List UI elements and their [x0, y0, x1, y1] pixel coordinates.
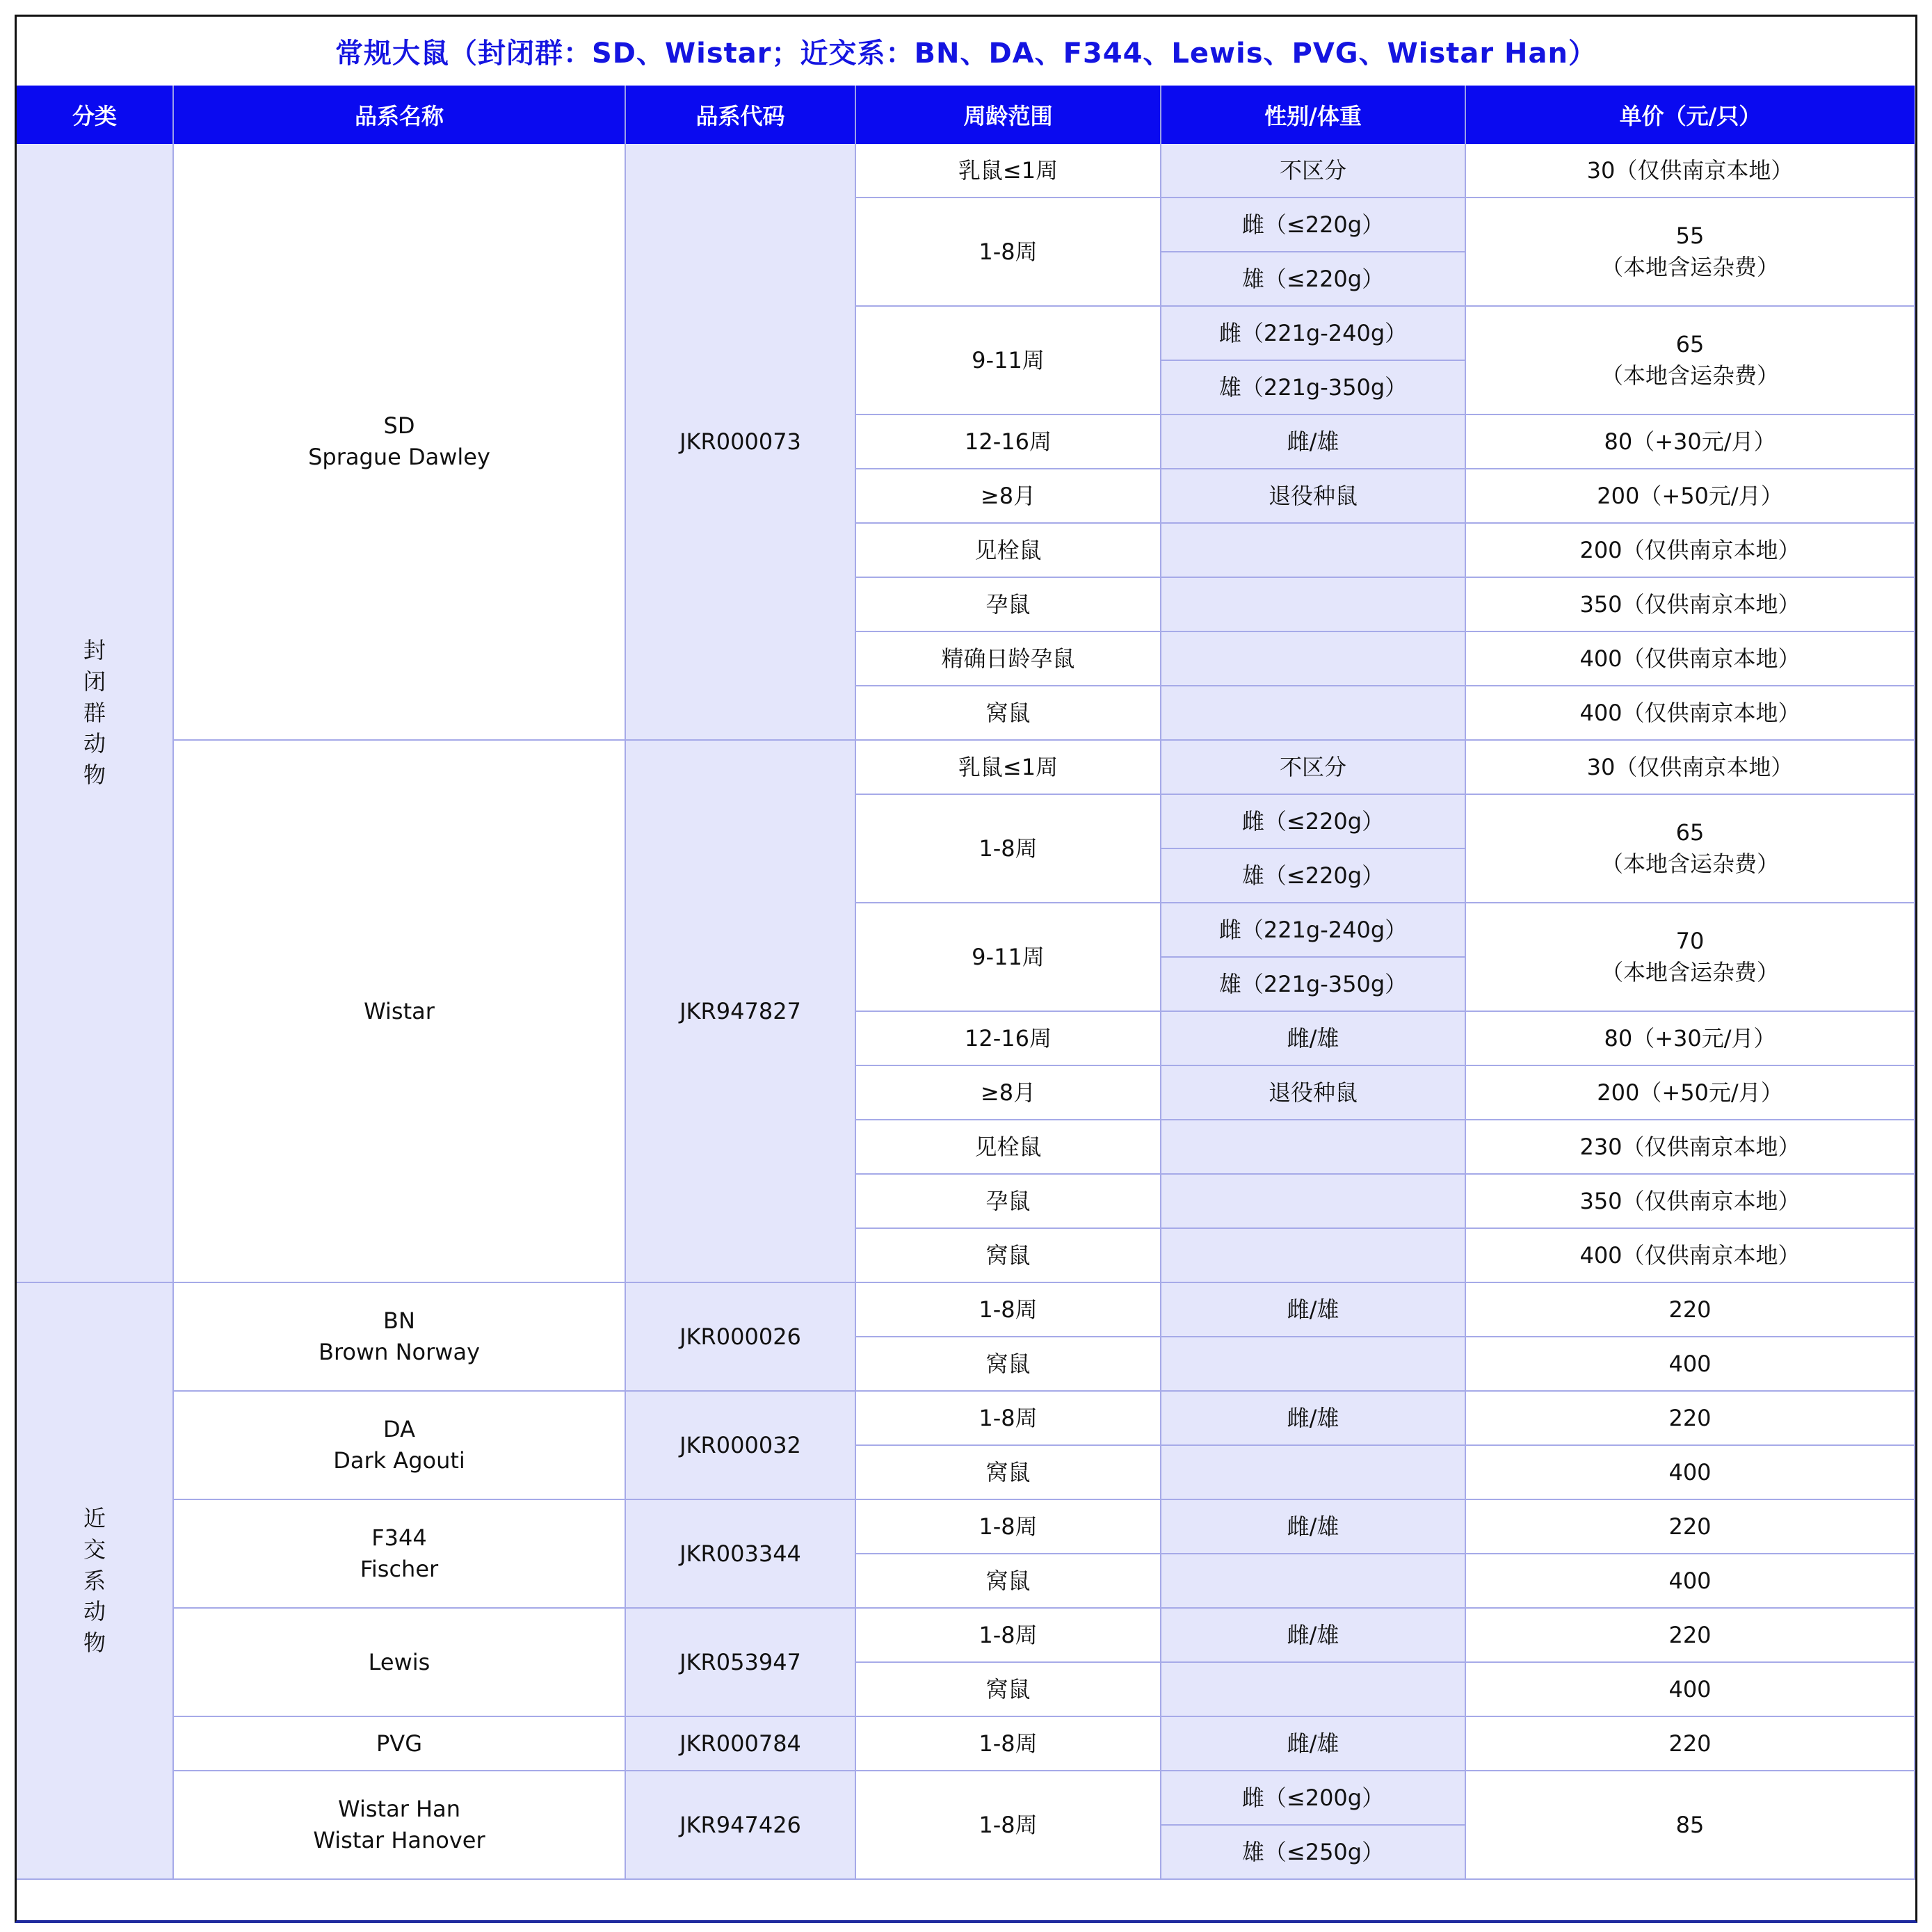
- age-range: 1-8周: [855, 1716, 1161, 1771]
- unit-price: 30（仅供南京本地）: [1465, 740, 1915, 794]
- sex-weight: 雌（≤200g）: [1161, 1771, 1465, 1825]
- sex-weight: [1161, 1174, 1465, 1228]
- sex-weight: 退役种鼠: [1161, 1065, 1465, 1120]
- age-range: 9-11周: [855, 903, 1161, 1011]
- table-row: [17, 1608, 1915, 1662]
- strain-code: JKR003344: [625, 1499, 855, 1608]
- sex-weight: [1161, 631, 1465, 686]
- strain-code: JKR000073: [625, 144, 855, 740]
- strain-code: JKR947827: [625, 740, 855, 1282]
- cell-text: DA: [383, 1416, 415, 1443]
- age-range: 1-8周: [855, 1391, 1161, 1445]
- unit-price: 230（仅供南京本地）: [1465, 1120, 1915, 1174]
- table-row: [17, 1391, 1915, 1445]
- age-range: ≥8月: [855, 469, 1161, 523]
- unit-price: 80（+30元/月）: [1465, 414, 1915, 469]
- unit-price: 350（仅供南京本地）: [1465, 577, 1915, 631]
- sex-weight: [1161, 1337, 1465, 1391]
- age-range: 1-8周: [855, 1771, 1161, 1879]
- unit-price: 400（仅供南京本地）: [1465, 1228, 1915, 1282]
- unit-price: 220: [1465, 1716, 1915, 1771]
- header-unit-price: 单价（元/只）: [1465, 86, 1915, 144]
- unit-price: 400: [1465, 1445, 1915, 1499]
- header-strain-code: 品系代码: [625, 86, 855, 144]
- table-header-row: [17, 86, 1915, 144]
- strain-name: Wistar: [173, 740, 625, 1282]
- cell-text: BN: [383, 1307, 415, 1335]
- unit-price: 200（+50元/月）: [1465, 469, 1915, 523]
- age-range: 窝鼠: [855, 1554, 1161, 1608]
- age-range: 12-16周: [855, 414, 1161, 469]
- category-label: 近交系动物: [83, 1505, 106, 1657]
- age-range: 窝鼠: [855, 1445, 1161, 1499]
- sex-weight: [1161, 1662, 1465, 1716]
- unit-price: 220: [1465, 1608, 1915, 1662]
- price-table-container: [15, 15, 1917, 1923]
- cell-text: 65: [1675, 819, 1705, 846]
- sex-weight: 雌/雄: [1161, 1499, 1465, 1554]
- unit-price: 350（仅供南京本地）: [1465, 1174, 1915, 1228]
- age-range: 窝鼠: [855, 1228, 1161, 1282]
- strain-code: JKR000032: [625, 1391, 855, 1499]
- unit-price: 220: [1465, 1499, 1915, 1554]
- cell-text: F344: [371, 1524, 427, 1552]
- unit-price: 400: [1465, 1662, 1915, 1716]
- age-range: 精确日龄孕鼠: [855, 631, 1161, 686]
- strain-code: JKR053947: [625, 1608, 855, 1716]
- sex-weight: 雌/雄: [1161, 1282, 1465, 1337]
- cell-text: （本地含运杂费）: [1600, 362, 1779, 389]
- cell-text: Brown Norway: [319, 1339, 480, 1365]
- price-table: [17, 86, 1915, 1880]
- age-range: 孕鼠: [855, 1174, 1161, 1228]
- table-row: [17, 1716, 1915, 1771]
- sex-weight: 雄（≤250g）: [1161, 1825, 1465, 1879]
- age-range: 12-16周: [855, 1011, 1161, 1065]
- category-cell: [17, 1282, 173, 1879]
- sex-weight: 雌/雄: [1161, 1608, 1465, 1662]
- age-range: 乳鼠≤1周: [855, 144, 1161, 198]
- strain-code: JKR000784: [625, 1716, 855, 1771]
- sex-weight: 雄（221g-350g）: [1161, 360, 1465, 414]
- table-row: [17, 144, 1915, 198]
- unit-price: [1465, 306, 1915, 414]
- strain-code: JKR947426: [625, 1771, 855, 1879]
- cell-text: SD: [383, 412, 415, 440]
- age-range: 窝鼠: [855, 1337, 1161, 1391]
- cell-text: 55: [1675, 223, 1705, 250]
- age-range: 1-8周: [855, 794, 1161, 903]
- unit-price: 400（仅供南京本地）: [1465, 631, 1915, 686]
- header-sex-weight: 性别/体重: [1161, 86, 1465, 144]
- cell-text: 65: [1675, 331, 1705, 358]
- strain-name: [173, 1282, 625, 1391]
- sex-weight: 雌/雄: [1161, 1716, 1465, 1771]
- unit-price: 85: [1465, 1771, 1915, 1879]
- age-range: 1-8周: [855, 198, 1161, 306]
- age-range: ≥8月: [855, 1065, 1161, 1120]
- sex-weight: 雌（≤220g）: [1161, 198, 1465, 252]
- strain-name: PVG: [173, 1716, 625, 1771]
- table-row: [17, 740, 1915, 794]
- age-range: 孕鼠: [855, 577, 1161, 631]
- sex-weight: [1161, 577, 1465, 631]
- sex-weight: [1161, 1445, 1465, 1499]
- cell-text: Wistar Han: [338, 1796, 460, 1823]
- sex-weight: [1161, 1228, 1465, 1282]
- cell-text: Fischer: [360, 1556, 439, 1582]
- cell-text: （本地含运杂费）: [1600, 254, 1779, 280]
- sex-weight: [1161, 686, 1465, 740]
- cell-text: Sprague Dawley: [308, 444, 490, 470]
- header-category: 分类: [17, 86, 173, 144]
- sex-weight: [1161, 1120, 1465, 1174]
- table-row: [17, 1282, 1915, 1337]
- sex-weight: 退役种鼠: [1161, 469, 1465, 523]
- unit-price: 400（仅供南京本地）: [1465, 686, 1915, 740]
- category-label: 封闭群动物: [83, 637, 106, 789]
- page-title: 常规大鼠（封闭群：SD、Wistar；近交系：BN、DA、F344、Lewis、PVG、Wistar Han）: [335, 38, 1597, 70]
- sex-weight: 雌（221g-240g）: [1161, 306, 1465, 360]
- unit-price: 220: [1465, 1391, 1915, 1445]
- sex-weight: 雌/雄: [1161, 1011, 1465, 1065]
- header-strain-name: 品系名称: [173, 86, 625, 144]
- age-range: 乳鼠≤1周: [855, 740, 1161, 794]
- age-range: 1-8周: [855, 1282, 1161, 1337]
- sex-weight: 雌（221g-240g）: [1161, 903, 1465, 957]
- age-range: 见栓鼠: [855, 1120, 1161, 1174]
- table-row: [17, 1771, 1915, 1825]
- cell-text: Dark Agouti: [333, 1447, 465, 1474]
- cell-text: （本地含运杂费）: [1600, 959, 1779, 985]
- age-range: 9-11周: [855, 306, 1161, 414]
- strain-name: [173, 144, 625, 740]
- unit-price: [1465, 198, 1915, 306]
- unit-price: 200（仅供南京本地）: [1465, 523, 1915, 577]
- strain-name: [173, 1499, 625, 1608]
- sex-weight: 雄（221g-350g）: [1161, 957, 1465, 1011]
- sex-weight: 不区分: [1161, 144, 1465, 198]
- age-range: 1-8周: [855, 1499, 1161, 1554]
- strain-name: Lewis: [173, 1608, 625, 1716]
- age-range: 见栓鼠: [855, 523, 1161, 577]
- unit-price: 400: [1465, 1337, 1915, 1391]
- unit-price: 80（+30元/月）: [1465, 1011, 1915, 1065]
- sex-weight: 雄（≤220g）: [1161, 252, 1465, 306]
- header-age-range: 周龄范围: [855, 86, 1161, 144]
- unit-price: [1465, 794, 1915, 903]
- cell-text: Wistar Hanover: [313, 1827, 485, 1853]
- unit-price: 400: [1465, 1554, 1915, 1608]
- sex-weight: 雌（≤220g）: [1161, 794, 1465, 848]
- sex-weight: 雌/雄: [1161, 1391, 1465, 1445]
- sex-weight: 雄（≤220g）: [1161, 848, 1465, 903]
- age-range: 窝鼠: [855, 686, 1161, 740]
- category-cell: [17, 144, 173, 1282]
- strain-name: [173, 1391, 625, 1499]
- age-range: 1-8周: [855, 1608, 1161, 1662]
- strain-code: JKR000026: [625, 1282, 855, 1391]
- sex-weight: [1161, 1554, 1465, 1608]
- cell-text: （本地含运杂费）: [1600, 851, 1779, 877]
- sex-weight: [1161, 523, 1465, 577]
- age-range: 窝鼠: [855, 1662, 1161, 1716]
- unit-price: 30（仅供南京本地）: [1465, 144, 1915, 198]
- unit-price: 200（+50元/月）: [1465, 1065, 1915, 1120]
- strain-name: [173, 1771, 625, 1879]
- table-row: [17, 1499, 1915, 1554]
- unit-price: 220: [1465, 1282, 1915, 1337]
- cell-text: 70: [1675, 928, 1705, 955]
- unit-price: [1465, 903, 1915, 1011]
- sex-weight: 雌/雄: [1161, 414, 1465, 469]
- sex-weight: 不区分: [1161, 740, 1465, 794]
